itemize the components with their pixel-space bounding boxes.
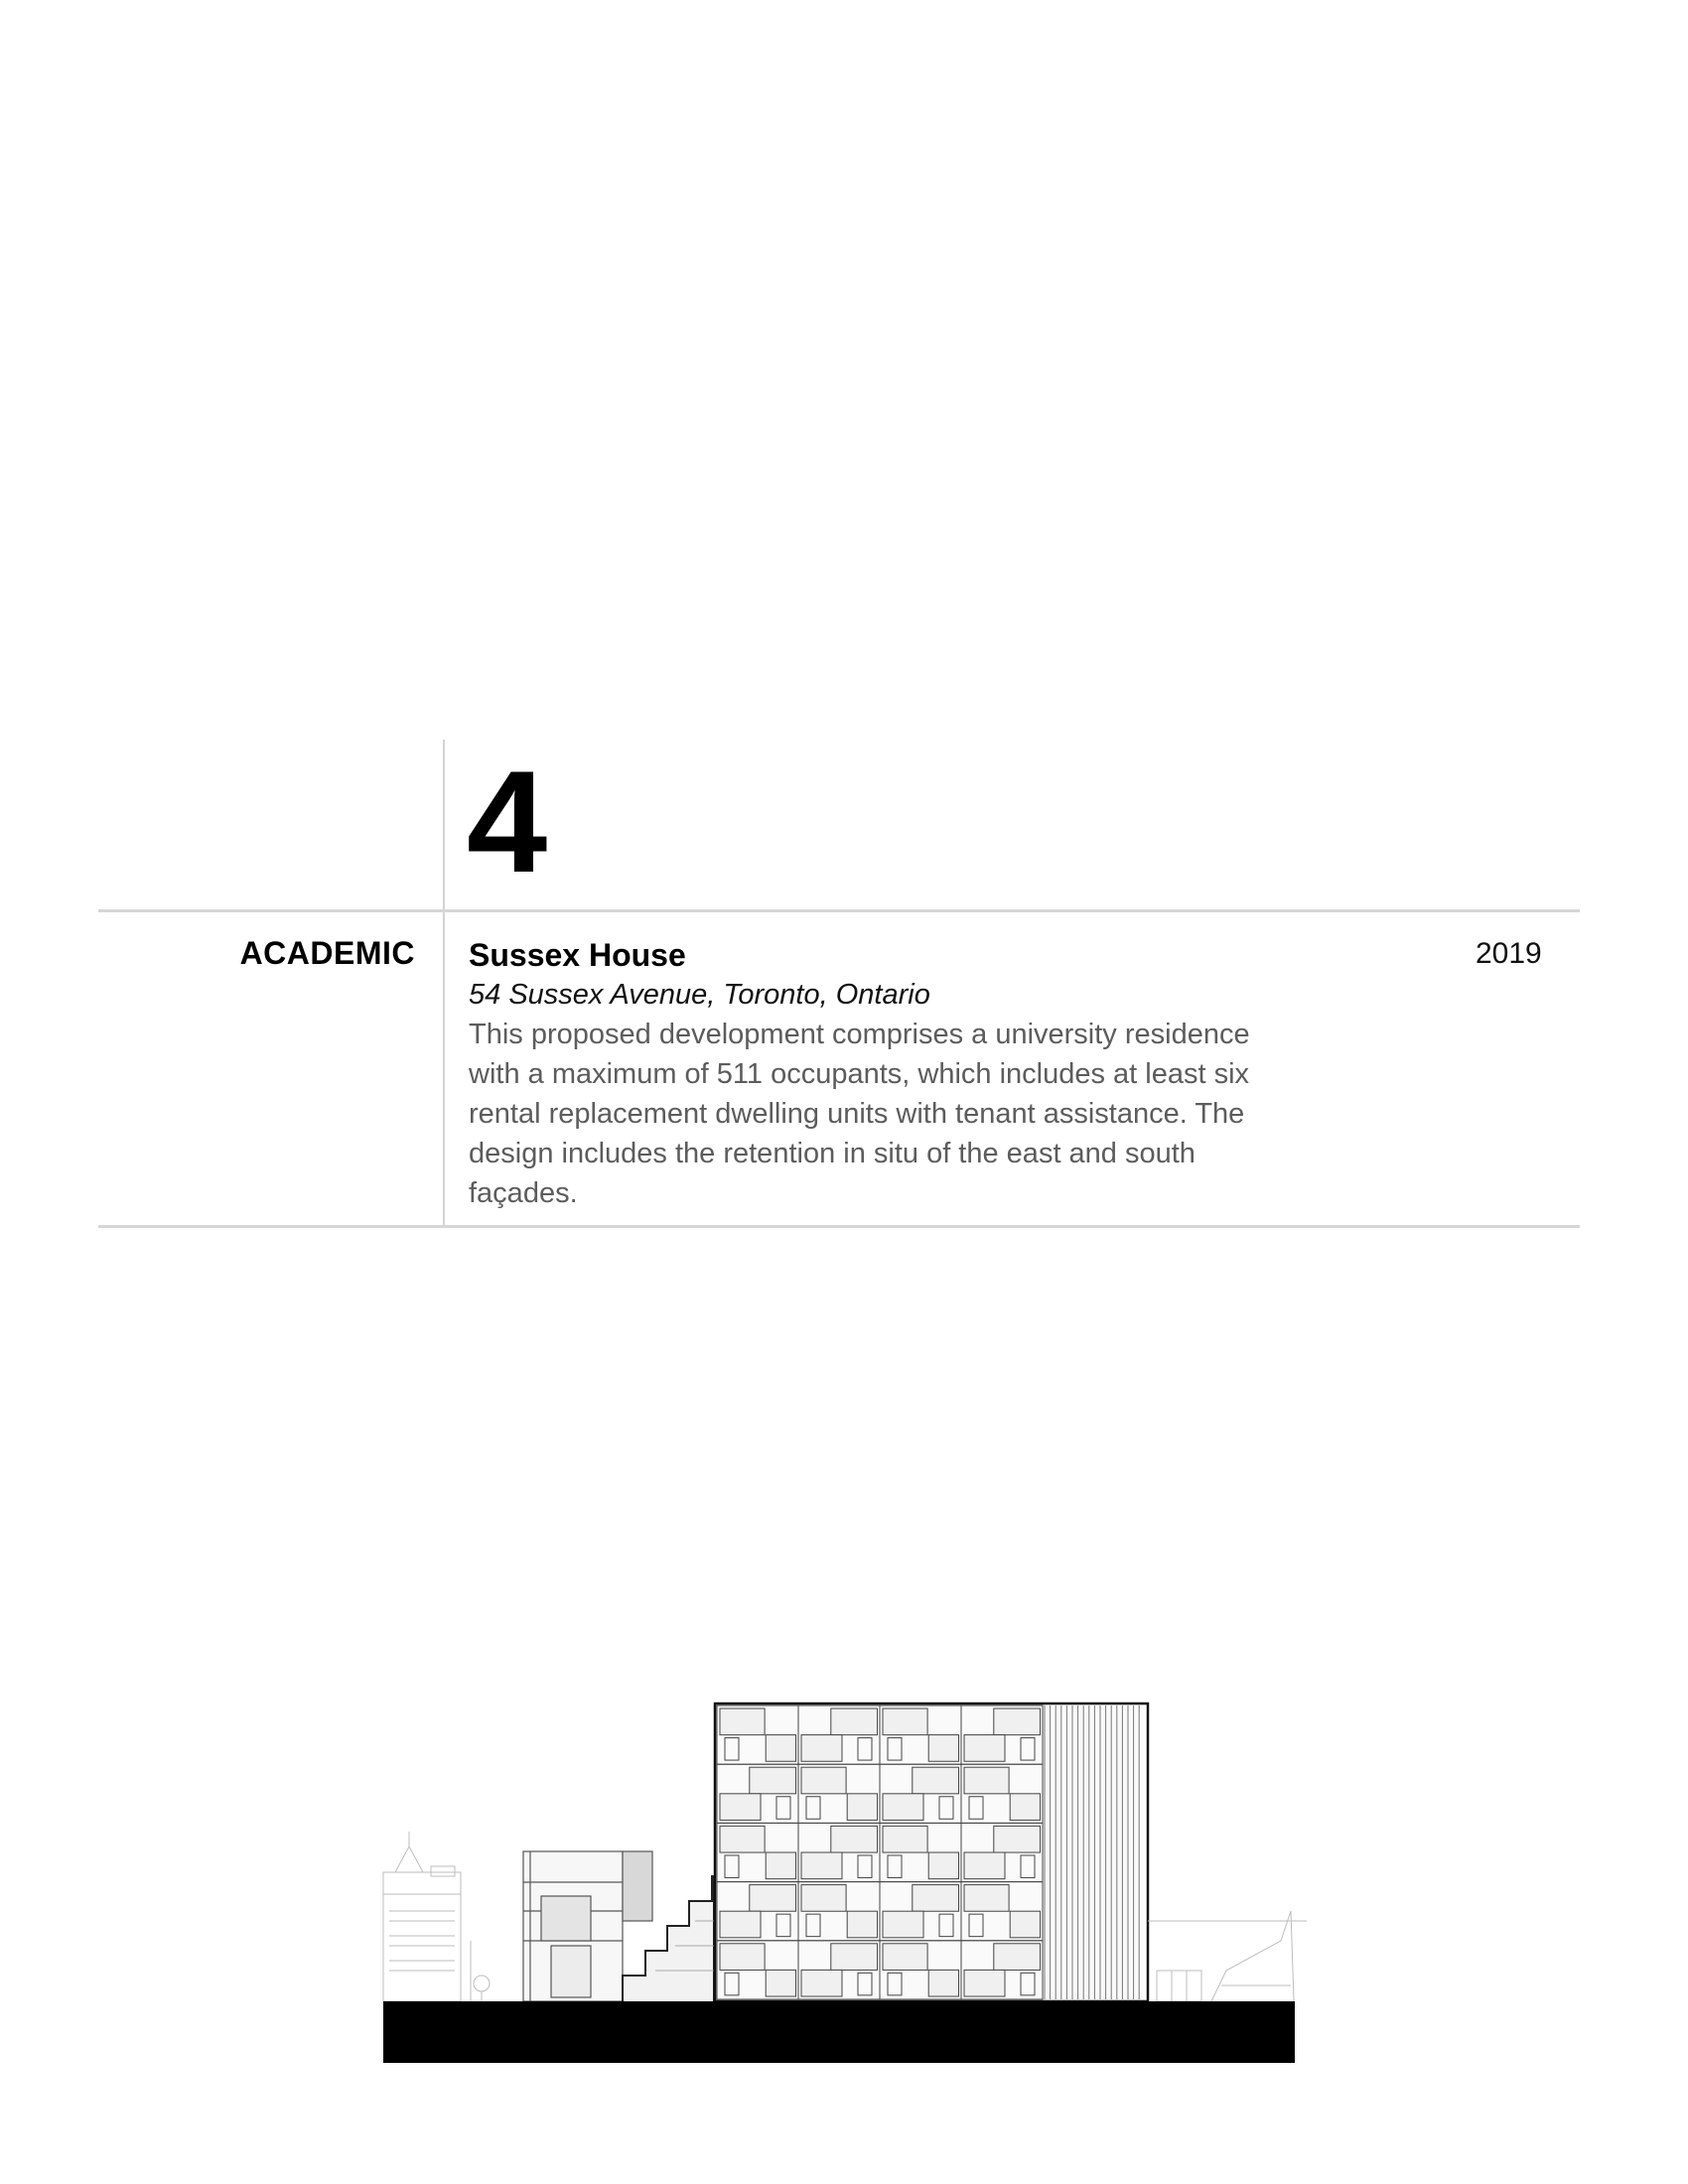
table-bottom-rule — [98, 1225, 1580, 1228]
project-category: ACADEMIC — [239, 935, 415, 971]
context-buildings-left — [383, 1832, 490, 2001]
residence-tower — [715, 1704, 1148, 2001]
ground-base — [383, 2001, 1295, 2063]
project-entry — [469, 937, 1263, 1213]
project-title: Sussex House — [469, 937, 686, 973]
project-description: This proposed development comprises a university residence with a maximum of 511 occupants, which includes at least six rental replacement dwelling units with tenant assistance. The design includes the retention in situ of the east and south façades. — [469, 1019, 1250, 1209]
project-address: 54 Sussex Avenue, Toronto, Ontario — [469, 979, 930, 1011]
building-elevation-drawing — [377, 1688, 1311, 2085]
table-top-rule — [98, 909, 1580, 912]
column-divider — [443, 740, 445, 1226]
context-buildings-right — [1148, 1911, 1307, 2001]
project-year: 2019 — [1476, 937, 1542, 970]
section-number: 4 — [467, 741, 546, 902]
